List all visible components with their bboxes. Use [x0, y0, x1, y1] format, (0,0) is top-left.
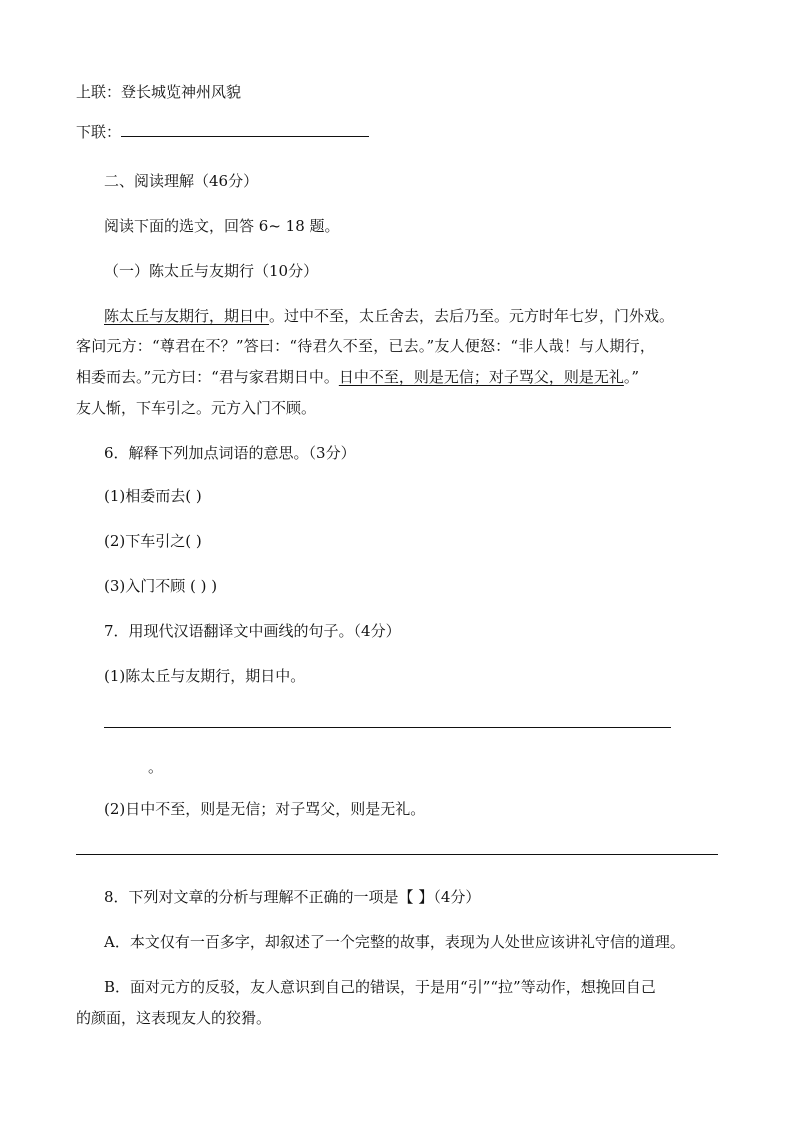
- passage-text: 相委而去。”元方曰：“君与家君期日中。: [76, 368, 339, 386]
- question-6-stem: 6．解释下列加点词语的意思。（3分）: [104, 444, 356, 462]
- question-8-stem: 8．下列对文章的分析与理解不正确的一项是【 】（4分）: [104, 888, 481, 906]
- couplet-lower-answer-blank[interactable]: [121, 120, 369, 137]
- question-8-option-b-cont: 的颜面，这表现友人的狡猾。: [76, 1009, 272, 1027]
- question-8-option-a: A．本文仅有一百多字，却叙述了一个完整的故事，表现为人处世应该讲礼守信的道理。: [104, 933, 685, 951]
- passage-text: 。”: [623, 368, 640, 386]
- couplet-upper: 上联：登长城览神州风貌: [76, 83, 242, 101]
- passage-line: [104, 306, 674, 326]
- question-6-item-2: (2)下车引之( ): [104, 532, 202, 550]
- passage-title: （一）陈太丘与友期行（10分）: [104, 262, 319, 280]
- question-7-answer-line-2[interactable]: [76, 854, 718, 855]
- underlined-sentence-1: 陈太丘与友期行，期日中: [104, 307, 270, 325]
- question-7-answer-line-1[interactable]: [104, 727, 671, 728]
- underlined-sentence-2: 日中不至，则是无信；对子骂父，则是无礼: [338, 368, 624, 386]
- question-7-item-1: (1)陈太丘与友期行，期日中。: [104, 667, 306, 685]
- question-6-item-3: (3)入门不顾 ( ) ): [104, 577, 218, 595]
- question-7-item-1-end: 。: [148, 758, 164, 776]
- question-7-stem: 7．用现代汉语翻译文中画线的句子。（4分）: [104, 622, 401, 640]
- couplet-lower: [76, 120, 369, 142]
- couplet-lower-label: 下联：: [76, 123, 122, 141]
- passage-text: 。过中不至，太丘舍去，去后乃至。元方时年七岁，门外戏。: [269, 307, 675, 325]
- passage-line: 客问元方：“尊君在不？”答曰：“待君久不至，已去。”友人便怒：“非人哉！与人期行，: [76, 337, 656, 355]
- question-7-item-2: (2)日中不至，则是无信；对子骂父，则是无礼。: [104, 800, 426, 818]
- question-6-item-1: (1)相委而去( ): [104, 487, 202, 505]
- passage-line: 友人惭，下车引之。元方入门不顾。: [76, 399, 317, 417]
- passage-line: [76, 367, 639, 387]
- section-heading: 二、阅读理解（46分）: [104, 172, 259, 190]
- question-8-option-b: B．面对元方的反驳，友人意识到自己的错误，于是用“引”“拉”等动作，想挽回自己: [104, 978, 656, 996]
- section-instruction: 阅读下面的选文，回答 6~ 18 题。: [104, 217, 340, 235]
